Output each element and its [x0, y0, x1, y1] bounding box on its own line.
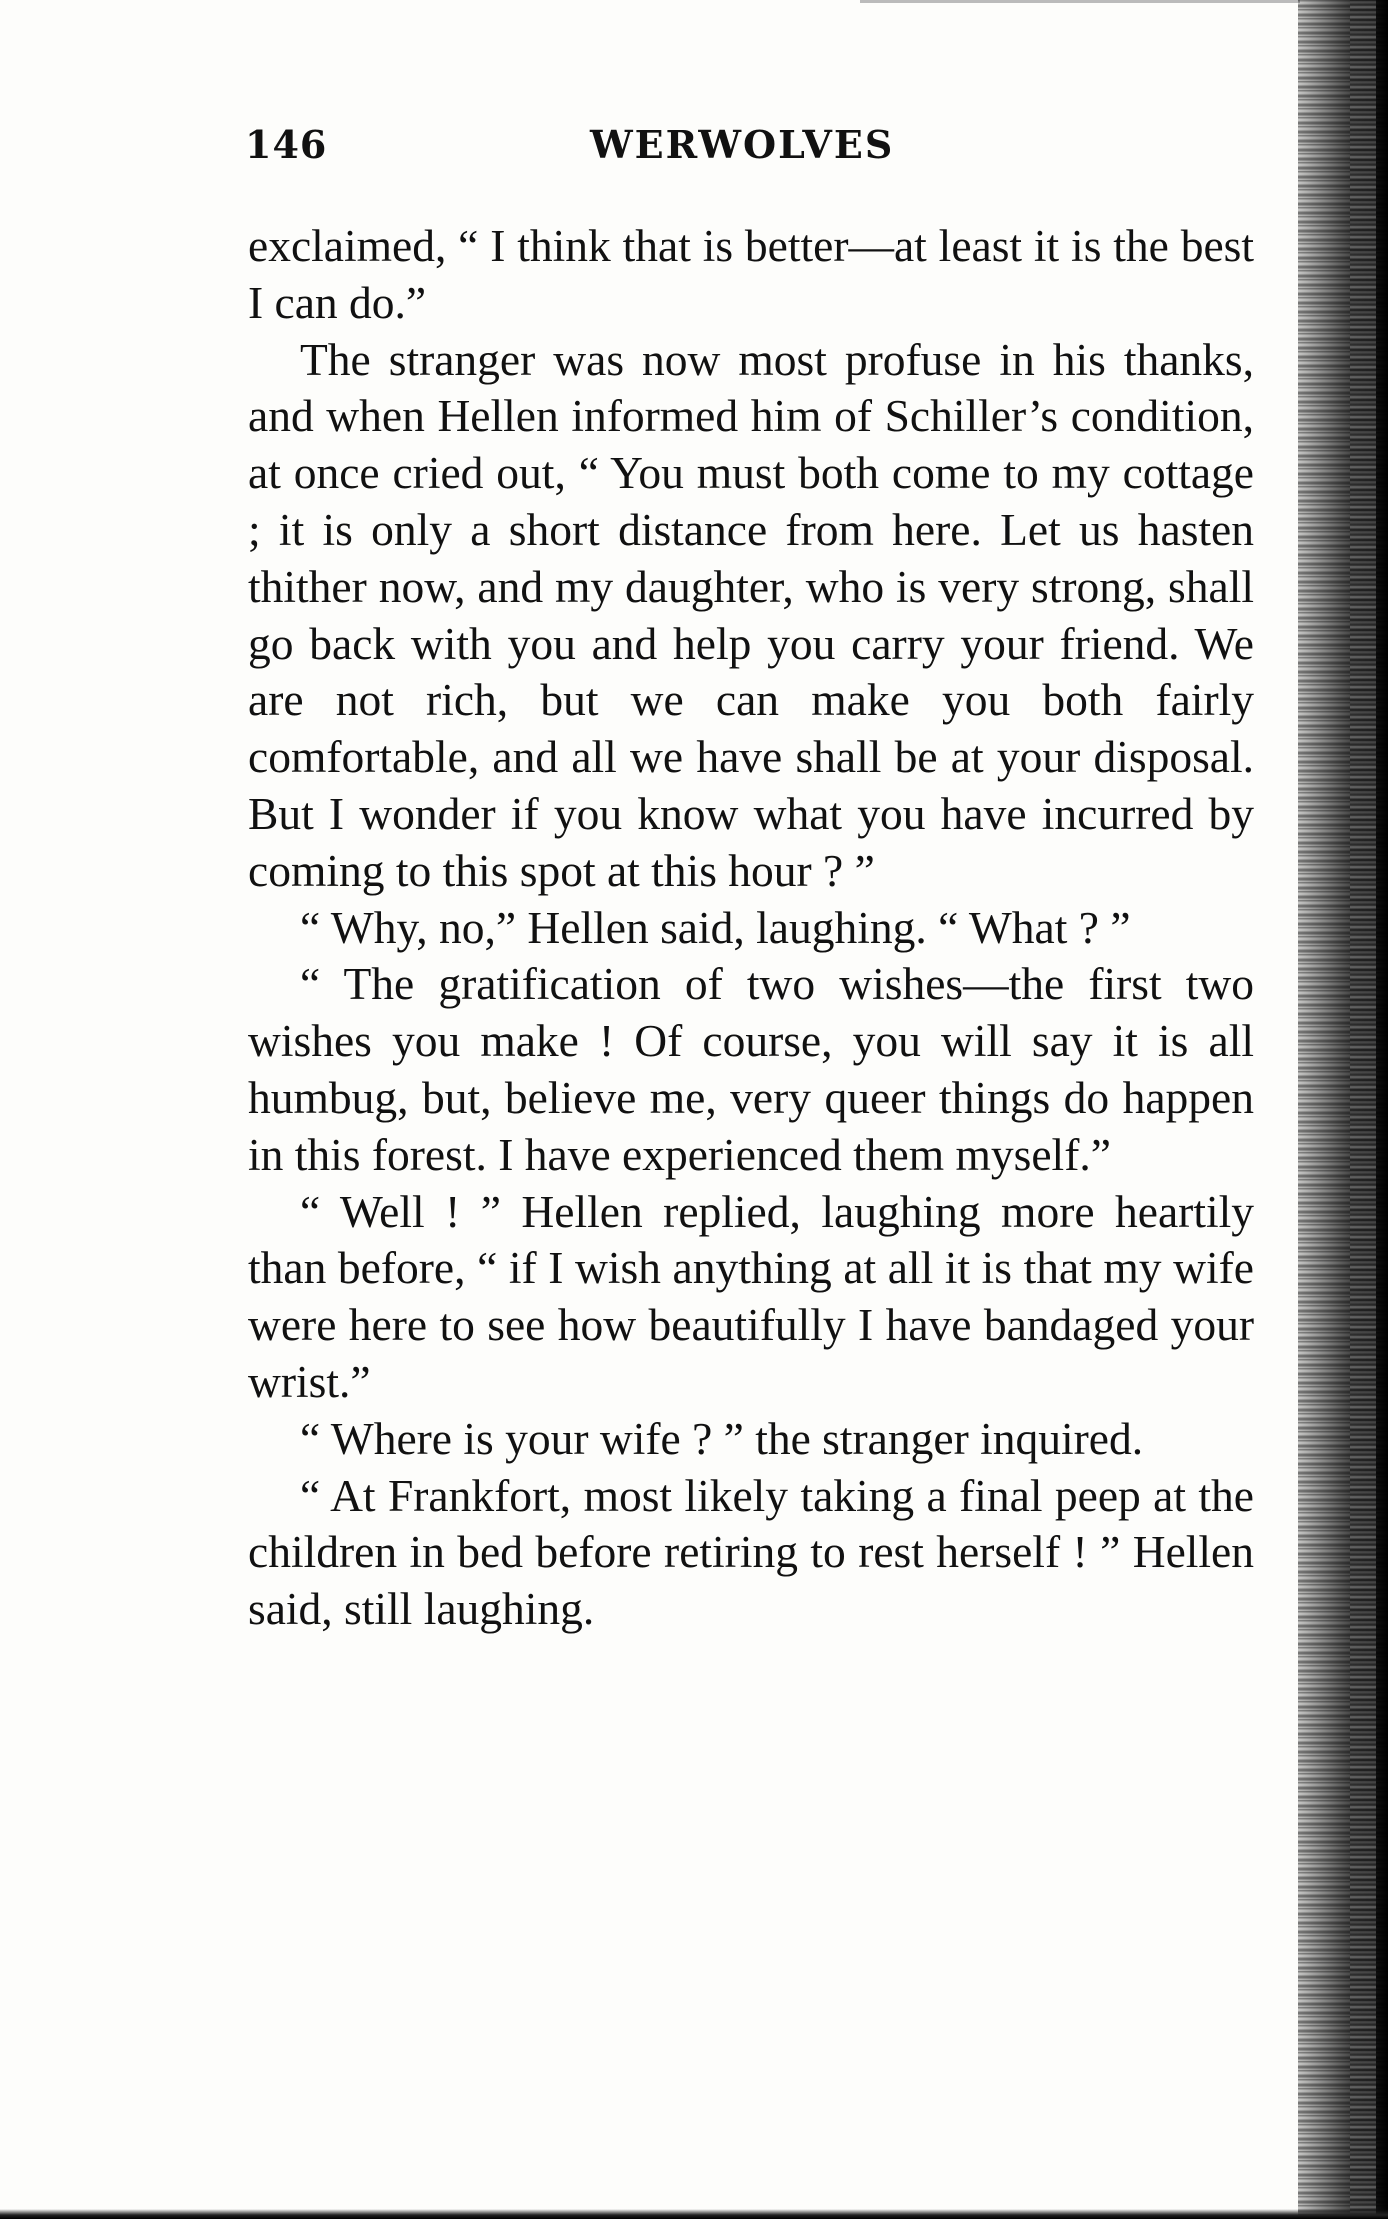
- paragraph: “ Where is your wife ? ” the stranger inquired.: [300, 1412, 1144, 1464]
- paragraph: The stranger was now most profuse in his thanks, and when Hellen informed him of Schiller’s condition, at once cried out, “ You must both come to my cottage ; it is only a short distance from here. Let us hasten thither now, and my daughter, who is very strong, shall go back with you and help you carry your friend. We are not rich, but we can make you both fairly comfortable, and all we have shall be at your disposal. But I wonder if you know what you have incurred by coming to this spot at this hour ? ”: [248, 333, 1254, 896]
- page-edge-texture: [1350, 0, 1376, 2219]
- page-number: 146: [245, 122, 328, 167]
- page-gutter-shadow: [1298, 0, 1388, 2219]
- paragraph: “ Well ! ” Hellen replied, laughing more heartily than before, “ if I wish anything at all it is that my wife were here to see how beautifully I have bandaged your wrist.”: [248, 1185, 1254, 1407]
- body-text: [248, 218, 1254, 1638]
- paragraph: “ The gratification of two wishes—the first two wishes you make ! Of course, you will say it is all humbug, but, believe me, very queer things do happen in this forest. I have experienced them myself.”: [248, 958, 1254, 1180]
- page-top-edge: [860, 0, 1300, 3]
- page-header: [245, 122, 925, 182]
- running-title: WERWOLVES: [590, 122, 895, 167]
- paragraph-continued: exclaimed, “ I think that is better—at least it is the best I can do.”: [248, 220, 1254, 328]
- paragraph: “ At Frankfort, most likely taking a final peep at the children in bed before retiring to rest herself ! ” Hellen said, still laughing.: [248, 1469, 1254, 1635]
- page-bottom-edge: [0, 2209, 1388, 2219]
- paragraph: “ Why, no,” Hellen said, laughing. “ What ? ”: [300, 901, 1131, 953]
